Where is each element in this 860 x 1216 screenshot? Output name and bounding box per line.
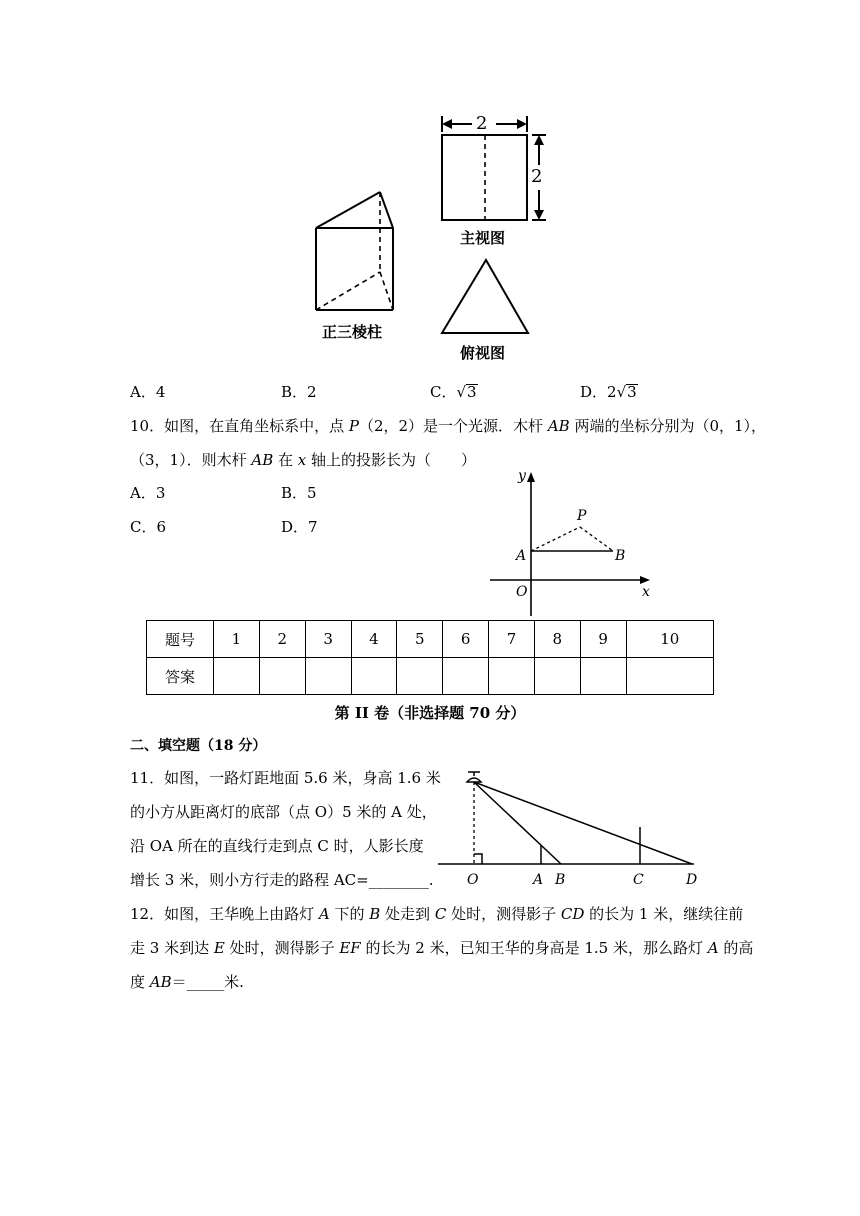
q9-option-d: D．2√3 [580, 383, 637, 401]
q10-text: 两端的坐标分别为（0，1）， [569, 417, 767, 435]
fill-blank-title: 二、填空题（18 分） [130, 738, 267, 754]
q11-point-a-label: A [533, 872, 544, 888]
table-row [147, 621, 714, 658]
q10-point-b-label: B [615, 548, 626, 564]
q10-var-p: P [348, 417, 359, 435]
answer-cell[interactable] [534, 658, 580, 695]
q10-option-d: D．7 [281, 518, 318, 536]
q11-line-2: 的小方从距离灯的底部（点 O）5 米的 A 处， [130, 803, 437, 821]
q11-line-1: 11．如图，一路灯距地面 5.6 米，身高 1.6 米 [130, 769, 441, 787]
number-cell: 1 [214, 621, 260, 658]
q12-var: CD [560, 905, 585, 923]
front-view-label: 主视图 [460, 229, 506, 247]
q12-text: 度 [130, 973, 150, 991]
q10-var-ab: AB [547, 417, 570, 435]
q9-option-a: A．4 [130, 383, 166, 401]
q10-x-axis-label: x [642, 584, 650, 600]
number-cell: 6 [443, 621, 489, 658]
q11-point-c-label: C [633, 872, 644, 888]
q10-text: （3，1）．则木杆 [130, 451, 252, 469]
number-cell: 8 [534, 621, 580, 658]
q11-streetlight-figure [436, 766, 701, 866]
table-row [147, 658, 714, 695]
q12-text: 的长为 2 米，已知王华的身高是 1.5 米，那么路灯 [360, 939, 708, 957]
answer-cell[interactable] [259, 658, 305, 695]
number-cell: 4 [351, 621, 397, 658]
number-cell: 9 [580, 621, 626, 658]
q9-option-c: C．√3 [430, 383, 477, 401]
q10-option-b: B．5 [281, 484, 317, 502]
q10-origin-label: O [516, 584, 528, 600]
q9-option-c-prefix: C． [430, 383, 457, 401]
q10-var-ab: AB [251, 451, 274, 469]
q12-text: ＝_____米. [171, 973, 244, 991]
q10-option-a: A．3 [130, 484, 166, 502]
q10-line-1 [130, 415, 766, 437]
q12-line-2 [130, 937, 753, 959]
answer-cell[interactable] [626, 658, 713, 695]
q12-line-3 [130, 971, 244, 993]
q12-line-1 [130, 903, 743, 925]
answer-table [146, 620, 714, 695]
q12-text: 的高 [718, 939, 754, 957]
q10-coordinate-figure [480, 462, 680, 622]
answer-label-cell: 答案 [147, 658, 214, 695]
q9-option-b: B．2 [281, 383, 317, 401]
answer-cell[interactable] [580, 658, 626, 695]
answer-cell[interactable] [397, 658, 443, 695]
height-dimension-label: 2 [531, 166, 543, 187]
q11-line-3: 沿 OA 所在的直线行走到点 C 时，人影长度 [130, 837, 424, 855]
prism-label: 正三棱柱 [322, 323, 383, 341]
q12-text: 处时，测得影子 [446, 905, 561, 923]
top-view-label: 俯视图 [460, 344, 506, 362]
q12-text: 处走到 [380, 905, 435, 923]
q12-var: A [318, 905, 330, 923]
number-cell: 10 [626, 621, 713, 658]
q10-option-c: C．6 [130, 518, 167, 536]
answer-cell[interactable] [305, 658, 351, 695]
q11-point-o-label: O [467, 872, 479, 888]
q11-point-b-label: B [555, 872, 566, 888]
q11-line-4: 增长 3 米，则小方行走的路程 AC=________. [130, 871, 434, 889]
q9-option-d-radicand: 3 [627, 383, 637, 401]
answer-cell[interactable] [214, 658, 260, 695]
q10-point-p-label: P [577, 508, 587, 524]
number-cell: 5 [397, 621, 443, 658]
answer-cell[interactable] [351, 658, 397, 695]
q12-var: C [434, 905, 447, 923]
answer-cell[interactable] [489, 658, 535, 695]
q10-text: 10．如图，在直角坐标系中，点 [130, 417, 349, 435]
q10-text: 轴上的投影长为（ ） [306, 451, 477, 469]
number-cell: 7 [489, 621, 535, 658]
q10-y-axis-label: y [518, 468, 526, 484]
q12-var: B [369, 905, 381, 923]
q10-text: 在 [273, 451, 298, 469]
q12-text: 处时，测得影子 [224, 939, 340, 957]
width-dimension-label: 2 [476, 113, 488, 134]
q10-var-x: x [297, 451, 307, 469]
q12-text: 12．如图，王华晚上由路灯 [130, 905, 319, 923]
q11-point-d-label: D [686, 872, 698, 888]
answer-cell[interactable] [443, 658, 489, 695]
q10-point-a-label: A [516, 548, 527, 564]
q12-var: EF [339, 939, 361, 957]
q12-text: 的长为 1 米，继续往前 [584, 905, 744, 923]
q12-text: 走 3 米到达 [130, 939, 214, 957]
q12-var: A [707, 939, 719, 957]
number-cell: 2 [259, 621, 305, 658]
q12-var: E [213, 939, 225, 957]
header-label-cell: 题号 [147, 621, 214, 658]
q9-option-c-radicand: 3 [467, 383, 477, 401]
q10-line-2 [130, 449, 476, 471]
q12-var: AB [149, 973, 172, 991]
section-2-title: 第 II 卷（非选择题 70 分） [334, 704, 526, 722]
q10-text: （2，2）是一个光源．木杆 [358, 417, 548, 435]
number-cell: 3 [305, 621, 351, 658]
q9-option-d-prefix: D．2 [580, 383, 617, 401]
q12-text: 下的 [329, 905, 370, 923]
